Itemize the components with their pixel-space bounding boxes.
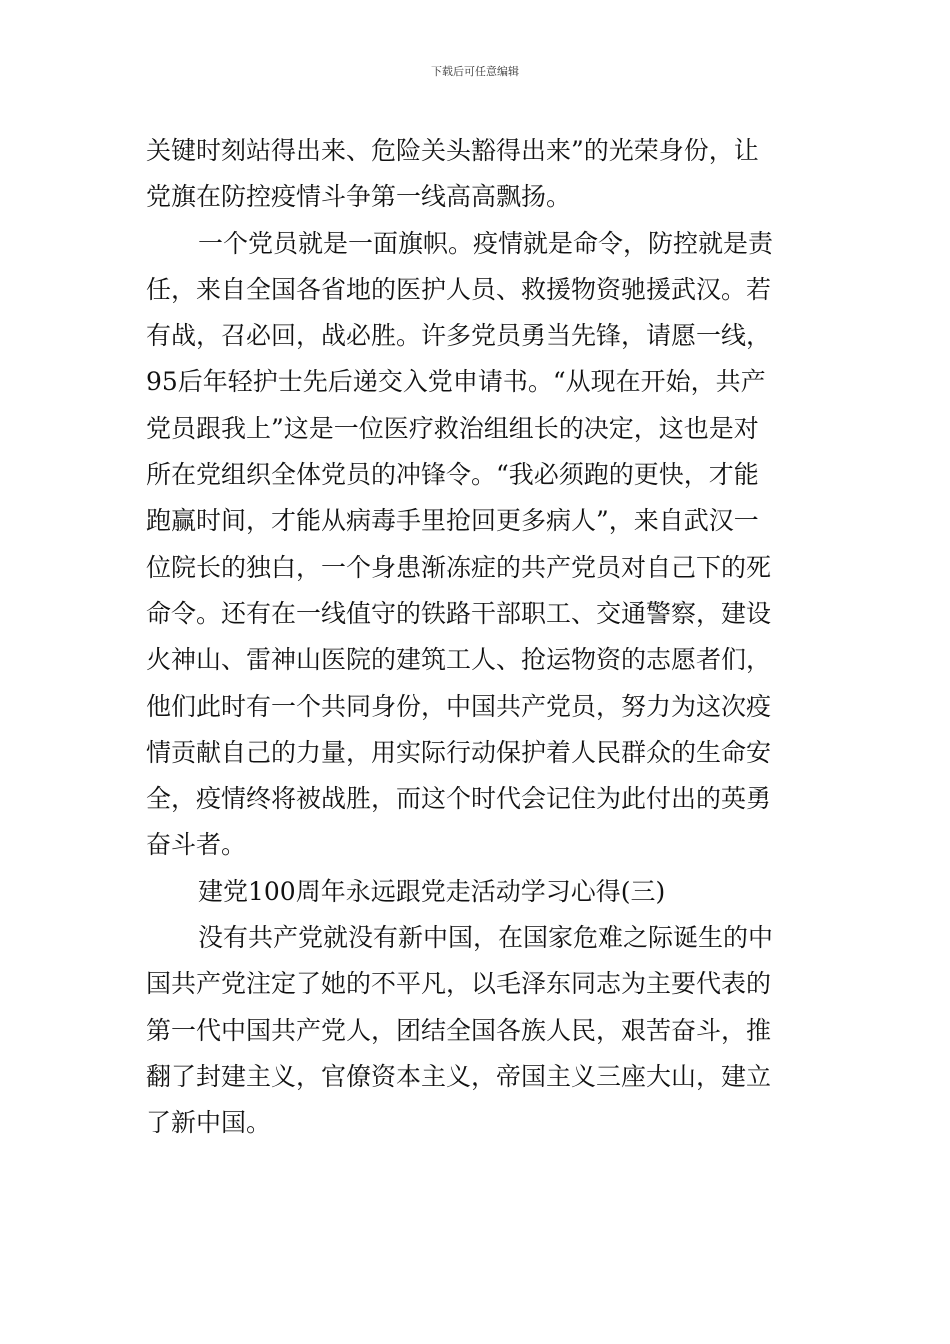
text-line: 位院长的独白，一个身患渐冻症的共产党员对自己下的死 (146, 552, 772, 582)
text-line: 他们此时有一个共同身份，中国共产党员，努力为这次疫 (146, 691, 772, 721)
text-line: 了新中国。 (146, 1108, 272, 1138)
text-line: 奋斗者。 (146, 830, 247, 860)
text-line: 党旗在防控疫情斗争第一线高高飘扬。 (146, 182, 572, 212)
text-line: 跑赢时间，才能从病毒手里抢回更多病人”，来自武汉一 (146, 506, 759, 536)
text-line: 有战，召必回，战必胜。许多党员勇当先锋，请愿一线， (146, 321, 772, 351)
text-line: 第一代中国共产党人，团结全国各族人民，艰苦奋斗，推 (146, 1015, 772, 1045)
text-line: 所在党组织全体党员的冲锋令。“我必须跑的更快，才能 (146, 460, 759, 490)
text-line: 情贡献自己的力量，用实际行动保护着人民群众的生命安 (146, 737, 772, 767)
text-line: 党员跟我上”这是一位医疗救治组组长的决定，这也是对 (146, 413, 759, 443)
text-line: 建党100周年永远跟党走活动学习心得(三) (198, 876, 666, 906)
text-line: 95后年轻护士先后递交入党申请书。“从现在开始，共产 (146, 367, 766, 397)
document-body (146, 128, 811, 1147)
text-line: 关键时刻站得出来、危险关头豁得出来”的光荣身份，让 (146, 136, 759, 165)
text-line: 国共产党注定了她的不平凡，以毛泽东同志为主要代表的 (146, 969, 772, 999)
text-line: 全，疫情终将被战胜，而这个时代会记住为此付出的英勇 (146, 784, 772, 814)
page-header: 下载后可任意编辑 (431, 65, 519, 78)
text-line: 翻了封建主义，官僚资本主义，帝国主义三座大山，建立 (146, 1061, 772, 1091)
text-line: 火神山、雷神山医院的建筑工人、抢运物资的志愿者们， (146, 645, 772, 675)
text-line: 一个党员就是一面旗帜。疫情就是命令，防控就是责 (198, 228, 774, 258)
text-line: 没有共产党就没有新中国，在国家危难之际诞生的中 (198, 923, 774, 953)
text-line: 任，来自全国各省地的医护人员、救援物资驰援武汉。若 (146, 274, 772, 304)
text-line: 命令。还有在一线值守的铁路干部职工、交通警察，建设 (146, 598, 772, 628)
